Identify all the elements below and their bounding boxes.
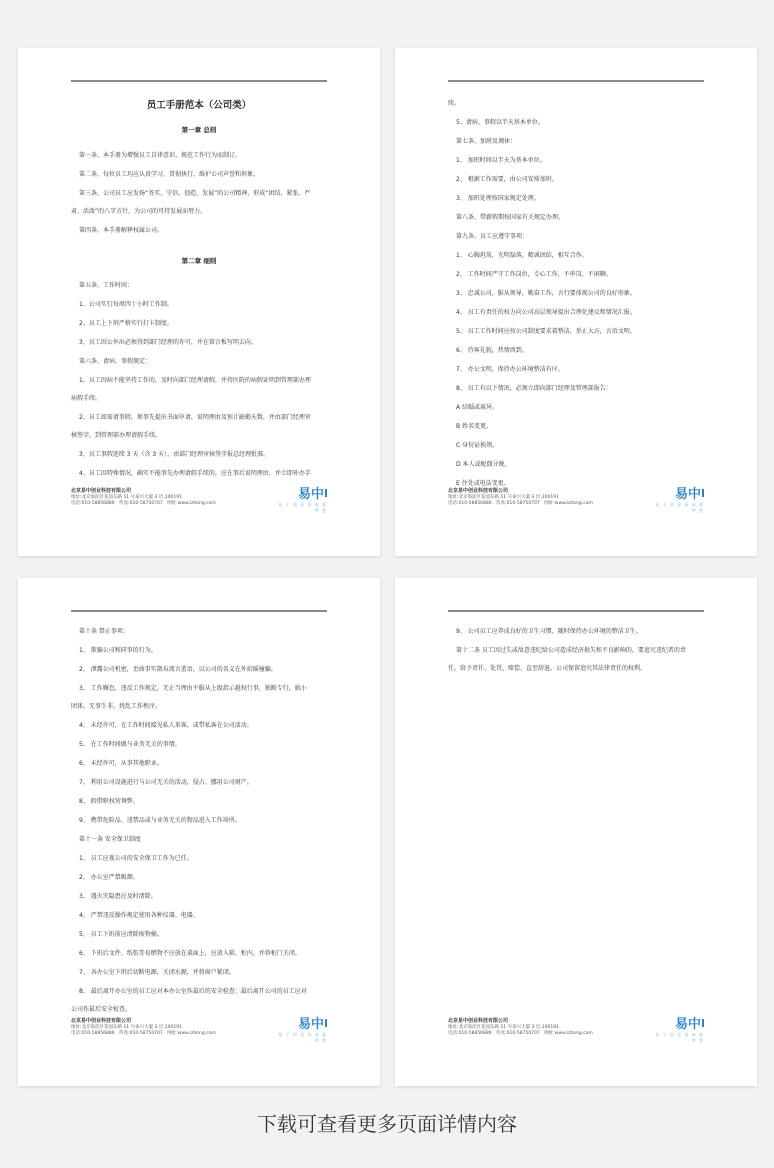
paragraph: 4、 员工有责任的权力向公司高层领导提出合理化建议和情况汇报。 [456, 309, 636, 316]
page-1-body [71, 281, 337, 488]
footer-address: 地址:北京海淀区花园东路 11 号泰兴大厦 3 层,100191 [448, 1025, 559, 1030]
paragraph: 公司作最后安全检查。 [71, 1006, 132, 1013]
footer-address: 地址:北京海淀区花园东路 11 号泰兴大厦 3 层,100191 [448, 495, 559, 500]
document-title: 员工手册范本（公司类） [146, 100, 252, 111]
page-1-intro [71, 151, 337, 245]
document-page-1 [18, 48, 380, 556]
logo-bar-icon [325, 489, 327, 497]
page-4-body [448, 627, 714, 683]
paragraph: 第十二条 员工因过失或故意违纪给公司造成经济损失和不良影响的，要追究违纪者的责 [456, 647, 686, 654]
logo-text: 易中 [674, 487, 701, 502]
paragraph: B 姓名变更。 [456, 423, 493, 430]
paragraph: 5、请病、事假以半天基本单位。 [456, 119, 544, 126]
paragraph: 1、公司实行每周四十小时工作制。 [79, 301, 173, 308]
paragraph: 7、 利用公司设施进行与公司无关的活动，侵占、挪用公司财产。 [79, 779, 253, 786]
paragraph: 4、 严禁违反操作规定使用各种仪器、电器。 [79, 912, 199, 919]
paragraph: 第五条、工作时间： [79, 282, 134, 289]
paragraph: 团体，无事生非，扰乱工作秩序。 [71, 703, 162, 710]
document-page-4 [395, 578, 757, 1086]
paragraph: 3、 遇火灾隐患应及时清除。 [79, 893, 157, 900]
paragraph: 7、 办公文明，保持办公环境整洁有序。 [456, 366, 564, 373]
logo-bar-icon [325, 1019, 327, 1027]
download-caption: 下载可查看更多页面详情内容 [257, 1112, 517, 1136]
paragraph: 第三条、公司员工应发扬“务实、守信、创造、发展”的公司精神，形成“团结、紧张、严 [79, 190, 311, 197]
header-rule [71, 80, 327, 82]
chapter-2-heading: 第二章 细则 [181, 257, 217, 265]
paragraph: 第七条、加班及调休： [456, 138, 517, 145]
logo-text: 易中 [297, 1017, 324, 1032]
footer-contact: 电话:010-58856886 传真:010-58750707 网址:www.izhong.com [448, 501, 593, 506]
header-rule [448, 80, 704, 82]
paragraph: 第十一条 安全保卫制度 [79, 836, 141, 843]
chapter-1-heading: 第一章 总则 [181, 126, 217, 134]
paragraph: 6、 未经许可，从事其他职业。 [79, 760, 163, 767]
paragraph: 6、 待客礼貌，热情周到。 [456, 347, 528, 354]
paragraph: C 身份证换领。 [456, 442, 499, 449]
paragraph: 2、 办公室严禁吸烟。 [79, 874, 139, 881]
page-2-body [448, 99, 714, 498]
paragraph: 5、 员工下班前应清除废物桶。 [79, 931, 163, 938]
paragraph: 5、 员工工作时间应按公司制度要求着整洁，举止大方，言语文明。 [456, 328, 636, 335]
paragraph: 1、 心胸坦荡，光明磊落，精诚团结，相互合作。 [456, 252, 588, 259]
paragraph: 4、 未经许可，在工作时间接见私人来客，或带私客在公司活动。 [79, 722, 253, 729]
paragraph: 2、 工作时间严守工作岗位，专心工作，不串岗，不闲聊。 [456, 271, 612, 278]
paragraph: A 结婚或离异。 [456, 404, 499, 411]
footer-company: 北京易中创业科技有限公司 [71, 1018, 132, 1024]
paragraph: 9、 携带危险品、违禁品或与业务无关的物品进入工作场所。 [79, 817, 241, 824]
paragraph: 第九条、员工应遵守事项： [456, 233, 529, 240]
paragraph: 续。 [448, 100, 461, 107]
paragraph: 3、 工作懈怠，违反工作规定，无正当理由不服从上级指示越权行事，独断专行，搞小 [79, 685, 307, 692]
logo-tagline: 易 于 创 意 易 成 就 梦 想 [655, 502, 704, 513]
paragraph: 核签字，到管理部办理请假手续。 [71, 432, 162, 439]
paragraph: E 住处或电话变更。 [456, 480, 510, 487]
paragraph: 第六条、请病、事假规定： [79, 358, 152, 365]
paragraph: 1、 加班时间以半天为基本单位。 [456, 157, 546, 164]
logo-tagline: 易 于 创 意 易 成 就 梦 想 [655, 1032, 704, 1043]
footer-company: 北京易中创业科技有限公司 [448, 1018, 509, 1024]
paragraph: 2、员工上下班严格实行打卡制度。 [79, 320, 173, 327]
footer-company: 北京易中创业科技有限公司 [448, 488, 509, 494]
logo-bar-icon [702, 1019, 704, 1027]
company-logo [273, 488, 327, 514]
document-page-3 [18, 578, 380, 1086]
paragraph: 任，给予责任、处罚、赔偿、直至辞退，公司保留追究其法律责任的权利。 [448, 665, 647, 672]
footer-contact: 电话:010-58856886 传真:010-58750707 网址:www.izhong.com [71, 1031, 216, 1036]
header-rule [448, 610, 704, 612]
paragraph: 第十条 禁止事项： [79, 628, 129, 635]
paragraph: 7、 各办公室下班后切断电源，关闭水源，并将窗户紧闭。 [79, 969, 235, 976]
paragraph: 3、 加班处理按国家规定处理。 [456, 195, 540, 202]
paragraph: 第四条、本手册解释权属公司。 [79, 227, 164, 234]
paragraph: 2、员工如需请事假，须事先提出书面申请，说明理由及预计缺勤天数，并由部门经理审 [79, 414, 311, 421]
company-logo [650, 1018, 704, 1044]
logo-bar-icon [702, 489, 704, 497]
paragraph: 第二条、每位员工均应认真学习、贯彻执行，维护公司声誉和形象。 [79, 171, 260, 178]
paragraph: 1、员工因病不能坚持工作的，及时向部门经理请假，并持医院的病假证明到管理部办理 [79, 377, 311, 384]
paragraph: 第一条、本手册为增强员工自律意识、规范工作行为而制订。 [79, 152, 242, 159]
paragraph: 3、员工事假连续 3 天（含 3 天），由部门经理审核签字报总经理批准。 [79, 451, 270, 458]
paragraph: 6、 下班后文件、纸张等易燃物不应放在桌面上，应放入箱、柜内，并将柜门关闭。 [79, 950, 301, 957]
paragraph: 肃、活泼”的八字方针，为公司的可持发展而努力。 [71, 208, 207, 215]
page-3-body [71, 627, 337, 1024]
logo-text: 易中 [674, 1017, 701, 1032]
paragraph: 5、 在工作时间做与业务无关的事情。 [79, 741, 181, 748]
paragraph: 8、 员工有以下情况，必须立即向部门经理及管理部报告： [456, 385, 612, 392]
logo-text: 易中 [297, 487, 324, 502]
paragraph: 病假手续。 [71, 395, 102, 402]
paragraph: 3、员工因公外出必须得到部门经理的许可，并在留言板写明去向。 [79, 339, 257, 346]
company-logo [650, 488, 704, 514]
footer-company: 北京易中创业科技有限公司 [71, 488, 132, 494]
paragraph: D 本人或配偶分娩。 [456, 461, 511, 468]
footer-address: 地址:北京海淀区花园东路 11 号泰兴大厦 3 层,100191 [71, 1025, 182, 1030]
logo-tagline: 易 于 创 意 易 成 就 梦 想 [278, 1032, 327, 1043]
header-rule [71, 610, 327, 612]
page-footer [71, 1018, 327, 1046]
footer-address: 地址:北京海淀区花园东路 11 号泰兴大厦 3 层,100191 [71, 495, 182, 500]
paragraph: 4、员工因特殊情况，确实不能事先办理请假手续的，应在事后说明理由，并立即补办手 [79, 470, 311, 477]
paragraph: 8、 假借职权营舞弊。 [79, 798, 139, 805]
page-footer [448, 488, 704, 516]
paragraph: 第八条、带薪假期按国家有关规定办理。 [456, 214, 565, 221]
company-logo [273, 1018, 327, 1044]
paragraph: 9、 公司员工应养成良好的卫生习惯，随时保持办公环境的整洁卫生。 [456, 628, 642, 635]
document-page-2 [395, 48, 757, 556]
footer-contact: 电话:010-58856886 传真:010-58750707 网址:www.izhong.com [71, 501, 216, 506]
logo-tagline: 易 于 创 意 易 成 就 梦 想 [278, 502, 327, 513]
page-footer [448, 1018, 704, 1046]
paragraph: 2、 根据工作需要，由公司安排加班。 [456, 176, 558, 183]
footer-contact: 电话:010-58856886 传真:010-58750707 网址:www.izhong.com [448, 1031, 593, 1036]
paragraph: 8、 最后离开办公室的员工应对本办公室作最后的安全检查；最后离开公司的员工应对 [79, 988, 307, 995]
paragraph: 1、 欺骗公司和同事的行为。 [79, 647, 157, 654]
paragraph: 2、 泄露公司机密，歪曲事实散布流言蜚语，以公司的名义在外招摇撞骗。 [79, 666, 277, 673]
page-footer [71, 488, 327, 516]
paragraph: 1、 员工应视公司的安全保卫工作为已任。 [79, 855, 193, 862]
paragraph: 3、 忠诚公司，服从领导，勤奋工作，言行要体现公司的良好形象。 [456, 290, 636, 297]
